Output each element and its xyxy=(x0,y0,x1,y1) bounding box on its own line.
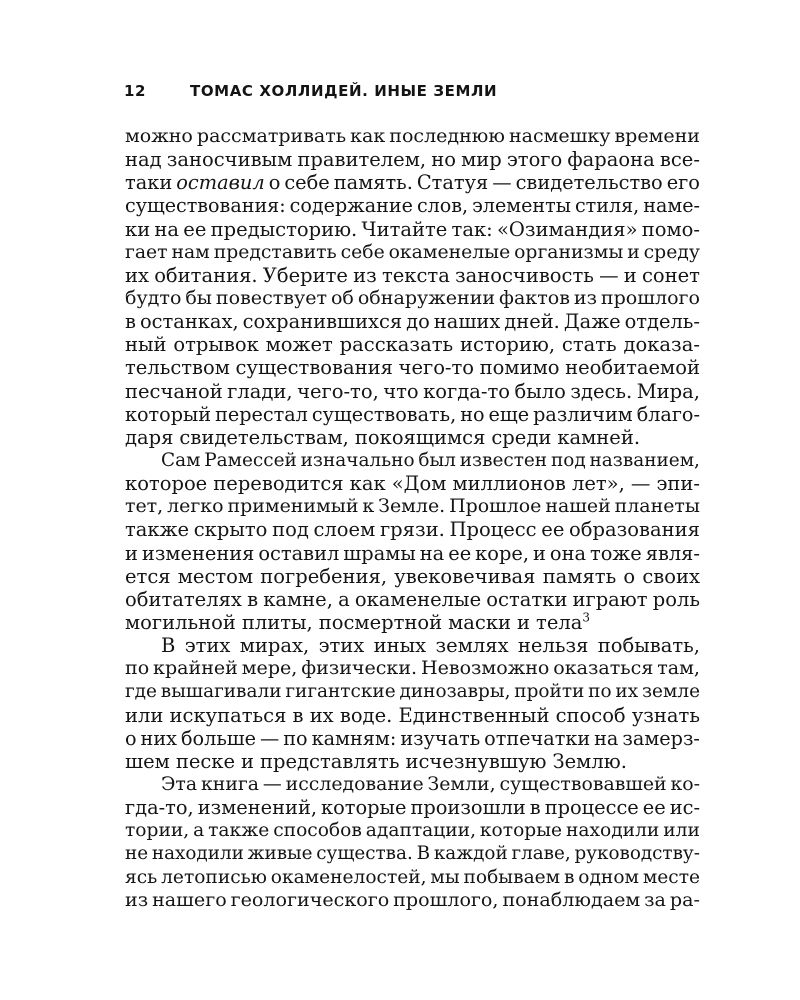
text-line xyxy=(125,819,700,842)
word: ее xyxy=(642,796,666,820)
word: также xyxy=(208,820,270,842)
word: нашего xyxy=(152,888,227,911)
word: и xyxy=(125,541,138,565)
word: организмы xyxy=(514,241,624,263)
word: и xyxy=(517,610,531,634)
word: Землю. xyxy=(552,749,627,773)
text-line xyxy=(125,287,700,310)
word: процессе xyxy=(544,796,639,820)
word: останках, xyxy=(139,310,239,334)
word: произошли xyxy=(410,796,526,820)
word: из xyxy=(573,286,597,309)
word: Земле. xyxy=(378,495,446,518)
word: в xyxy=(125,310,136,334)
word: камне, xyxy=(263,587,333,611)
word: рассказать xyxy=(339,333,454,357)
word: оставил xyxy=(258,541,340,565)
word: повествует xyxy=(215,286,328,309)
word: способ xyxy=(555,703,626,727)
word: также xyxy=(125,518,190,542)
word: лет», xyxy=(571,472,625,496)
word: благо- xyxy=(636,402,700,426)
word: плиты, xyxy=(241,610,313,634)
word: Единственный xyxy=(398,703,550,727)
word: изучать xyxy=(400,726,481,750)
word: больше xyxy=(180,726,257,750)
word: скрыто xyxy=(193,518,268,542)
word: шем xyxy=(125,749,170,773)
word: могильной xyxy=(125,610,236,634)
word: этих xyxy=(184,634,231,658)
word: находили xyxy=(565,820,660,842)
word: тоже xyxy=(590,541,642,565)
word: адаптации, xyxy=(365,820,476,842)
word: окаменелостей, xyxy=(270,866,427,888)
word: образования xyxy=(569,518,700,542)
word: живые xyxy=(247,843,313,865)
word: заносчивым xyxy=(166,148,293,172)
word: но xyxy=(460,402,485,426)
word: себе xyxy=(340,241,385,263)
word: наших xyxy=(433,310,501,334)
word: она xyxy=(549,541,587,565)
word: посмертной xyxy=(318,610,443,634)
word: последнюю xyxy=(389,125,505,147)
text-line xyxy=(125,588,700,611)
word: отрывок xyxy=(173,333,259,357)
word: и xyxy=(627,241,640,263)
word: изменений, xyxy=(197,796,318,820)
word: существовать, xyxy=(311,402,457,426)
word: роль xyxy=(652,587,700,611)
word: них xyxy=(140,726,178,750)
body-text xyxy=(125,125,700,912)
word: или xyxy=(663,820,700,842)
word: шрамы xyxy=(343,541,416,565)
word: нашей xyxy=(545,495,611,518)
word: перестал xyxy=(215,402,308,426)
word: как xyxy=(350,125,386,147)
word: его xyxy=(666,171,700,195)
word: прошлого, xyxy=(393,888,499,911)
text-line xyxy=(125,264,700,287)
word: времени xyxy=(614,125,700,147)
text-line xyxy=(125,518,700,541)
word: главе, xyxy=(511,843,571,865)
word: ный xyxy=(125,333,167,357)
word: планеты xyxy=(614,495,700,518)
word: а xyxy=(338,587,350,611)
word: и xyxy=(241,749,255,773)
word: их xyxy=(615,681,639,703)
word: известен xyxy=(459,449,548,471)
word: из xyxy=(125,888,149,911)
word: легко xyxy=(167,495,224,518)
word: бы xyxy=(185,286,212,309)
word: где xyxy=(125,681,157,703)
word: камням: xyxy=(311,726,397,750)
word: в xyxy=(292,703,304,727)
text-line xyxy=(125,704,700,727)
text-line xyxy=(125,773,700,796)
page-number: 12 xyxy=(124,82,147,100)
running-header xyxy=(124,78,704,104)
word: Прошлое xyxy=(449,495,542,518)
word: каждой xyxy=(433,843,508,865)
word: названием, xyxy=(589,449,700,471)
text-line xyxy=(125,194,700,217)
word: в xyxy=(247,587,259,611)
word: глади, xyxy=(227,379,293,403)
word: нам xyxy=(171,241,210,263)
word: изменения xyxy=(141,541,255,565)
word: на xyxy=(419,541,445,565)
word: обитателях xyxy=(125,587,242,611)
word: миллионов xyxy=(452,472,566,496)
word: — xyxy=(630,472,651,496)
word: Сам xyxy=(161,449,201,471)
word: среду xyxy=(643,241,700,263)
word: Земли, xyxy=(427,772,496,795)
word: ясь xyxy=(125,866,158,888)
word: иных xyxy=(373,634,427,658)
word: их xyxy=(125,263,149,287)
word: по xyxy=(125,657,150,680)
word: чего-то xyxy=(398,356,475,380)
word: под xyxy=(272,518,309,542)
word: и xyxy=(532,541,546,565)
word: даря xyxy=(125,425,174,449)
word-with-footnote xyxy=(536,611,590,634)
word: на xyxy=(154,217,180,241)
word: песке xyxy=(175,749,236,773)
word: одном xyxy=(578,866,639,888)
word: фактов xyxy=(499,286,570,309)
word: был xyxy=(418,449,456,471)
word: искупаться xyxy=(169,703,287,727)
word: Процесс xyxy=(449,518,537,542)
word: представить xyxy=(213,241,337,263)
word: гда-то, xyxy=(125,796,194,820)
text-line xyxy=(125,727,700,750)
word: маски xyxy=(448,610,512,634)
word: книга xyxy=(200,772,260,795)
word: понаблюдаем xyxy=(502,888,641,911)
text-line xyxy=(125,148,700,171)
word: за xyxy=(644,888,666,911)
word: земле xyxy=(641,681,700,703)
word: находили xyxy=(151,843,244,865)
word: мир xyxy=(461,148,502,172)
word: стать xyxy=(561,333,617,357)
word: мы xyxy=(430,866,460,888)
word: можно xyxy=(125,125,193,147)
word: элементы xyxy=(472,194,571,218)
word: ется xyxy=(125,564,171,588)
word: по xyxy=(588,681,612,703)
word: обитания. xyxy=(154,263,258,287)
word: эпи- xyxy=(656,472,700,496)
word: местом xyxy=(177,564,254,588)
footnote-reference[interactable]: 3 xyxy=(582,610,591,625)
text-line xyxy=(125,634,700,657)
word: играют xyxy=(572,587,648,611)
word: переводится xyxy=(213,472,344,496)
text-line xyxy=(125,750,700,773)
word: тет, xyxy=(125,495,164,518)
word: Мира, xyxy=(636,379,700,403)
word: которые xyxy=(321,796,407,820)
word: из xyxy=(353,263,377,287)
text-line xyxy=(125,495,700,518)
text-line xyxy=(125,611,700,634)
word: свидетельство xyxy=(515,171,663,195)
word: текста xyxy=(381,263,450,287)
word: Читайте xyxy=(361,217,448,241)
word: Уберите xyxy=(262,263,348,287)
word: замерз- xyxy=(622,726,700,750)
word: гигантские xyxy=(285,681,396,703)
word: этого xyxy=(506,148,563,172)
word: гает xyxy=(125,241,168,263)
word: существа. xyxy=(316,843,413,865)
word: существования: xyxy=(125,194,286,218)
word: который xyxy=(125,402,212,426)
word: Эта xyxy=(161,772,198,795)
text-line xyxy=(125,657,700,680)
word: так: xyxy=(451,217,493,241)
word: В xyxy=(161,634,176,658)
word: мере, xyxy=(241,657,298,680)
word: может xyxy=(265,333,333,357)
word: Даже xyxy=(563,310,621,334)
word: этих xyxy=(318,634,365,658)
word: себе xyxy=(284,171,330,195)
word: песчаной xyxy=(125,379,223,403)
word: что xyxy=(383,379,419,403)
word: — xyxy=(492,171,512,195)
word: руководству- xyxy=(574,843,700,865)
word: вышагивали xyxy=(160,681,282,703)
text-line xyxy=(125,403,700,426)
word: не xyxy=(125,843,149,865)
word: содержание xyxy=(289,194,413,218)
word: мирах, xyxy=(239,634,310,658)
word: исчезнувшую xyxy=(405,749,547,773)
italic-word: оставил xyxy=(176,171,265,195)
word: оказаться xyxy=(553,657,654,680)
word: помимо xyxy=(479,356,560,380)
word: изначально xyxy=(300,449,415,471)
word: остатки xyxy=(486,587,568,611)
word: Невозможно xyxy=(420,657,550,680)
word: ра- xyxy=(669,888,700,911)
word: представлять xyxy=(260,749,400,773)
word: и xyxy=(623,263,637,287)
word: прошлого xyxy=(600,286,700,309)
word: как xyxy=(349,472,386,496)
text-line xyxy=(125,333,700,356)
word: геологического xyxy=(230,888,390,911)
word: предысторию. xyxy=(210,217,358,241)
word: своих xyxy=(642,564,700,588)
word: ее xyxy=(183,217,207,241)
word: — xyxy=(262,772,282,795)
word: сонет xyxy=(641,263,700,287)
word: пройти xyxy=(514,681,585,703)
word: слоем xyxy=(313,518,376,542)
word: отдель- xyxy=(624,310,700,334)
word: существования xyxy=(235,356,393,380)
word: в xyxy=(529,796,541,820)
word: месте xyxy=(642,866,700,888)
word: обнаружении xyxy=(357,286,496,309)
word: фараона xyxy=(567,148,655,172)
word: явля- xyxy=(645,541,700,565)
word: ее xyxy=(448,541,472,565)
running-title: ТОМАС ХОЛЛИДЕЙ. ИНЫЕ ЗЕМЛИ xyxy=(190,82,498,100)
word: в xyxy=(563,866,575,888)
word: побываем xyxy=(463,866,561,888)
word: — xyxy=(599,263,619,287)
word: коре, xyxy=(475,541,529,565)
word: рассматривать xyxy=(196,125,347,147)
text-line xyxy=(125,472,700,495)
word: о xyxy=(268,171,281,195)
word: тела xyxy=(536,610,583,634)
word: до xyxy=(406,310,430,334)
text-line xyxy=(125,218,700,241)
word: об xyxy=(330,286,354,309)
text-line xyxy=(125,426,700,449)
word: было xyxy=(514,379,566,403)
word: на xyxy=(594,726,619,750)
word: среди xyxy=(491,425,552,449)
word: тельством xyxy=(125,356,230,380)
word: — xyxy=(260,726,280,750)
word: о xyxy=(623,564,636,588)
word: увековечивая xyxy=(394,564,536,588)
word: еще xyxy=(488,402,530,426)
word: память. xyxy=(333,171,413,195)
word: Рамессей xyxy=(204,449,297,471)
text-line xyxy=(125,796,700,819)
word: память xyxy=(542,564,617,588)
word: когда-то xyxy=(423,379,511,403)
text-line xyxy=(125,241,700,264)
text-line xyxy=(125,565,700,588)
word: землях xyxy=(435,634,509,658)
word: наме- xyxy=(643,194,700,218)
word: ис- xyxy=(669,796,700,820)
word: «Озимандия» xyxy=(496,217,638,241)
word: воде. xyxy=(339,703,393,727)
word: узнать xyxy=(631,703,700,727)
word: заносчивость xyxy=(455,263,594,287)
word: существовавшей xyxy=(499,772,667,795)
word: помо- xyxy=(641,217,700,241)
word: их xyxy=(309,703,334,727)
word: насмешку xyxy=(508,125,611,147)
word: необитаемой xyxy=(565,356,700,380)
word: доказа- xyxy=(623,333,700,357)
word: там, xyxy=(657,657,700,680)
word: которое xyxy=(125,472,208,496)
word: под xyxy=(550,449,586,471)
text-line xyxy=(125,680,700,703)
word: ки xyxy=(125,217,151,241)
word: стиля, xyxy=(574,194,640,218)
word: к xyxy=(362,495,375,518)
text-line xyxy=(125,125,700,148)
text-line xyxy=(125,356,700,379)
word: над xyxy=(125,148,162,172)
word: которые xyxy=(479,820,563,842)
word: слов, xyxy=(416,194,469,218)
word: правителем, xyxy=(297,148,427,172)
word: исследование xyxy=(285,772,424,795)
word: физически. xyxy=(301,657,418,680)
word: свидетельствам, xyxy=(179,425,349,449)
text-line xyxy=(125,449,700,472)
word: но xyxy=(431,148,456,172)
word: покоящимся xyxy=(354,425,486,449)
word: историю, xyxy=(459,333,556,357)
word: летописью xyxy=(161,866,267,888)
word: Статуя xyxy=(416,171,489,195)
word: о xyxy=(125,726,137,750)
text-line xyxy=(125,542,700,565)
word: по xyxy=(283,726,308,750)
text-line xyxy=(125,889,700,912)
word: все- xyxy=(659,148,700,172)
word: ко- xyxy=(670,772,700,795)
word: «Дом xyxy=(391,472,447,496)
word: ее xyxy=(541,518,565,542)
word: чего-то, xyxy=(297,379,379,403)
word: камней. xyxy=(557,425,641,449)
word: окаменелые xyxy=(354,587,482,611)
word: крайней xyxy=(153,657,238,680)
word: различим xyxy=(533,402,633,426)
word: отпечатки xyxy=(484,726,591,750)
word: а xyxy=(193,820,205,842)
word: динозавры, xyxy=(399,681,511,703)
text-line xyxy=(125,842,700,865)
word: тории, xyxy=(125,820,190,842)
word: дней. xyxy=(504,310,560,334)
text-line xyxy=(125,310,700,333)
word: здесь. xyxy=(570,379,633,403)
text-line xyxy=(125,380,700,403)
word: окаменелые xyxy=(388,241,511,263)
word: таки xyxy=(125,171,173,195)
word: сохранившихся xyxy=(242,310,403,334)
word: способов xyxy=(273,820,362,842)
word: применимый xyxy=(227,495,359,518)
text-line xyxy=(125,171,700,194)
word: грязи. xyxy=(379,518,445,542)
word: побывать, xyxy=(597,634,700,658)
text-line xyxy=(125,866,700,889)
word: будто xyxy=(125,286,182,309)
word: нельзя xyxy=(517,634,589,658)
word: погребения, xyxy=(260,564,388,588)
word: В xyxy=(416,843,431,865)
word: или xyxy=(125,703,164,727)
